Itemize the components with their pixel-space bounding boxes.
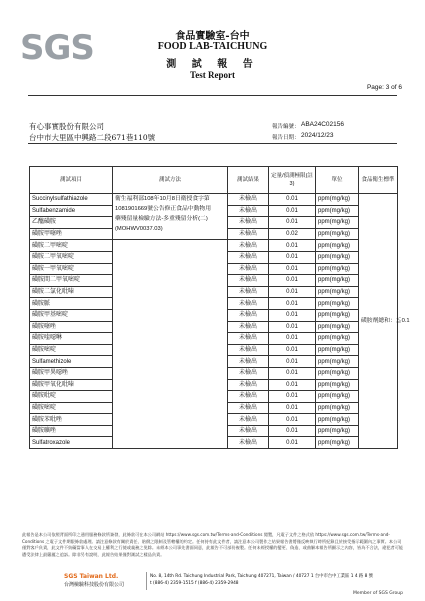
cell-loq: 0.01	[269, 251, 316, 263]
cell-result: 未檢出	[228, 333, 269, 345]
cell-item: 磺胺吡啶	[30, 391, 113, 403]
lab-name-zh: 食品實驗室-台中	[175, 31, 250, 42]
cell-item: 磺胺脈	[30, 298, 113, 310]
cell-unit: ppm(mg/kg)	[316, 205, 359, 217]
cell-unit: ppm(mg/kg)	[316, 217, 359, 229]
cell-item: 磺胺嘧啶	[30, 402, 113, 414]
col-header-unit: 單位	[316, 167, 359, 194]
cell-result: 未檢出	[228, 437, 269, 449]
cell-result: 未檢出	[228, 402, 269, 414]
cell-item: Succinylsulfathiazole	[30, 194, 113, 206]
cell-result: 未檢出	[228, 194, 269, 206]
cell-item: 磺胺甲氧化吡嗪	[30, 379, 113, 391]
cell-loq: 0.01	[269, 240, 316, 252]
table-row	[30, 194, 398, 206]
cell-loq: 0.01	[269, 275, 316, 287]
cell-unit: ppm(mg/kg)	[316, 414, 359, 426]
cell-loq: 0.01	[269, 344, 316, 356]
report-number-label: 報告編號：	[272, 124, 300, 130]
footer-member: Member of SGS Group	[352, 591, 403, 596]
cell-loq: 0.01	[269, 379, 316, 391]
sgs-logo: SGS	[20, 28, 94, 68]
cell-item: Sulfabenzamide	[30, 205, 113, 217]
report-date-label: 報告日期：	[272, 135, 300, 141]
cell-unit: ppm(mg/kg)	[316, 402, 359, 414]
cell-method	[113, 194, 228, 240]
cell-unit: ppm(mg/kg)	[316, 367, 359, 379]
cell-item: 磺胺二氯化吡嗪	[30, 286, 113, 298]
cell-loq: 0.01	[269, 321, 316, 333]
col-header-item: 測試項目	[30, 167, 113, 194]
cell-method-empty	[113, 240, 228, 449]
cell-result: 未檢出	[228, 251, 269, 263]
cell-unit: ppm(mg/kg)	[316, 275, 359, 287]
method-line: 衛生福利部108年10月8日衛授食字第	[115, 196, 210, 202]
cell-item: 磺胺嘧啶	[30, 344, 113, 356]
cell-loq: 0.01	[269, 367, 316, 379]
report-title-en: Test Report	[190, 70, 235, 80]
results-table	[29, 166, 410, 449]
cell-unit: ppm(mg/kg)	[316, 425, 359, 437]
cell-unit: ppm(mg/kg)	[316, 391, 359, 403]
cell-item: 磺胺曠唑	[30, 425, 113, 437]
customer-address: 台中市大里區中興路二段671巷110號	[29, 133, 156, 142]
cell-result: 未檢出	[228, 263, 269, 275]
cell-item: 磺胺間二甲氧嘧啶	[30, 275, 113, 287]
cell-result: 未檢出	[228, 205, 269, 217]
header-divider	[28, 95, 397, 96]
cell-unit: ppm(mg/kg)	[316, 251, 359, 263]
footer-address	[150, 573, 373, 587]
cell-unit: ppm(mg/kg)	[316, 344, 359, 356]
cell-result: 未檢出	[228, 228, 269, 240]
cell-item: 磺胺噻唑	[30, 321, 113, 333]
cell-loq: 0.01	[269, 437, 316, 449]
cell-unit: ppm(mg/kg)	[316, 333, 359, 345]
cell-result: 未檢出	[228, 309, 269, 321]
cell-loq: 0.01	[269, 402, 316, 414]
cell-loq: 0.01	[269, 414, 316, 426]
method-line: (MOHWV0037.03)	[115, 226, 163, 232]
cell-result: 未檢出	[228, 356, 269, 368]
cell-loq: 0.01	[269, 391, 316, 403]
cell-item: 磺胺二甲嘧啶	[30, 240, 113, 252]
cell-result: 未檢出	[228, 298, 269, 310]
footer-phone-line: t (886-4) 2359-1515 f (886-4) 2359-2948	[150, 581, 239, 586]
cell-item: 磺胺甲噻唑	[30, 228, 113, 240]
cell-unit: ppm(mg/kg)	[316, 240, 359, 252]
cell-result: 未檢出	[228, 414, 269, 426]
report-number: ABA24C02156	[301, 121, 345, 128]
table-header-row	[30, 167, 398, 194]
col-header-standard: 食品衛生標準	[359, 167, 398, 194]
col-header-loq: 定量/偵測極限(註3)	[269, 167, 316, 194]
cell-loq: 0.02	[269, 228, 316, 240]
cell-item: 磺胺喹噁啉	[30, 333, 113, 345]
cell-loq: 0.01	[269, 298, 316, 310]
cell-unit: ppm(mg/kg)	[316, 309, 359, 321]
footer-company-en: SGS Taiwan Ltd.	[64, 573, 119, 580]
cell-loq: 0.01	[269, 286, 316, 298]
cell-result: 未檢出	[228, 286, 269, 298]
cell-standard: 磺胺劑總和：≦0.1	[359, 194, 398, 449]
cell-loq: 0.01	[269, 425, 316, 437]
cell-unit: ppm(mg/kg)	[316, 437, 359, 449]
cell-item: Sulfamethizole	[30, 356, 113, 368]
cell-loq: 0.01	[269, 356, 316, 368]
footer-company-zh: 台灣檢驗科技股份有限公司	[64, 582, 125, 588]
cell-loq: 0.01	[269, 263, 316, 275]
cell-item: 磺胺一甲氧嘧啶	[30, 263, 113, 275]
cell-loq: 0.01	[269, 217, 316, 229]
cell-result: 未檢出	[228, 425, 269, 437]
footer-divider	[146, 572, 147, 590]
cell-unit: ppm(mg/kg)	[316, 263, 359, 275]
cell-unit: ppm(mg/kg)	[316, 298, 359, 310]
table-row	[30, 240, 398, 252]
cell-unit: ppm(mg/kg)	[316, 321, 359, 333]
cell-unit: ppm(mg/kg)	[316, 194, 359, 206]
cell-item: 磺胺苯吡唑	[30, 414, 113, 426]
cell-result: 未檢出	[228, 275, 269, 287]
cell-result: 未檢出	[228, 344, 269, 356]
method-line: 1081901669號公告修正食品中動物用	[115, 206, 212, 212]
cell-item: 磺胺甲基嘧啶	[30, 309, 113, 321]
col-header-result: 測試結果	[228, 167, 269, 194]
footer-address-line: No. 8, 14th Rd. Taichung Industrial Park, Taichung 407271, Taiwan / 40727 1 台中市台中工業區 1 4 路 8 號	[150, 574, 373, 579]
cell-result: 未檢出	[228, 321, 269, 333]
cell-unit: ppm(mg/kg)	[316, 228, 359, 240]
cell-item: 乙醯磺胺	[30, 217, 113, 229]
cell-loq: 0.01	[269, 309, 316, 321]
cell-item: 磺胺二甲氧嘧啶	[30, 251, 113, 263]
col-header-method: 測試方法	[113, 167, 228, 194]
cell-item: Sulfatroxazole	[30, 437, 113, 449]
cell-item: 磺胺甲異噁唑	[30, 367, 113, 379]
report-date: 2024/12/23	[301, 132, 334, 139]
method-line: 藥殘留量檢驗方法-多重殘留分析(二)	[115, 216, 208, 222]
cell-unit: ppm(mg/kg)	[316, 286, 359, 298]
cell-result: 未檢出	[228, 240, 269, 252]
cell-unit: ppm(mg/kg)	[316, 356, 359, 368]
cell-loq: 0.01	[269, 205, 316, 217]
lab-name-en: FOOD LAB-TAICHUNG	[157, 41, 268, 52]
page-number: Page: 3 of 6	[366, 84, 402, 91]
footer-disclaimer: 此報告是本公司依照背面所印之通用服務條款所簽發，此條款可在本公司網站 https://www.sgs.com.tw/Terms-and-Conditions 閱覽，凡電子文件之格式依 https://www.sgs.com.tw/Terms-and-Conditions 之電子文件期限條款處理。請注意條款有關於責任、賠償之限制及管轄權的約定。任何持有此文件者，請注意本公司製作之結果報告書將僅反映執行時所紀錄且於接受指示範圍內之事實。本公司僅對客戶負責，此文件不妨礙當事人在交易上權利之行使或義務之免除。未經本公司事先書面同意，此報告不可部份複製。任何未經授權的變更、偽造、或曲解本報告所顯示之內容，皆為不合法，違犯者可能遭受法律上最嚴厲之追訴。除非另有說明，此報告結果僅對測試之樣品負責。	[22, 532, 404, 557]
cell-result: 未檢出	[228, 367, 269, 379]
customer-name: 有心事實股份有限公司	[29, 122, 104, 131]
report-title-zh: 測 試 報 告	[166, 59, 259, 70]
cell-loq: 0.01	[269, 194, 316, 206]
customer-divider	[28, 143, 397, 144]
cell-unit: ppm(mg/kg)	[316, 379, 359, 391]
cell-result: 未檢出	[228, 379, 269, 391]
cell-loq: 0.01	[269, 333, 316, 345]
cell-result: 未檢出	[228, 391, 269, 403]
cell-result: 未檢出	[228, 217, 269, 229]
